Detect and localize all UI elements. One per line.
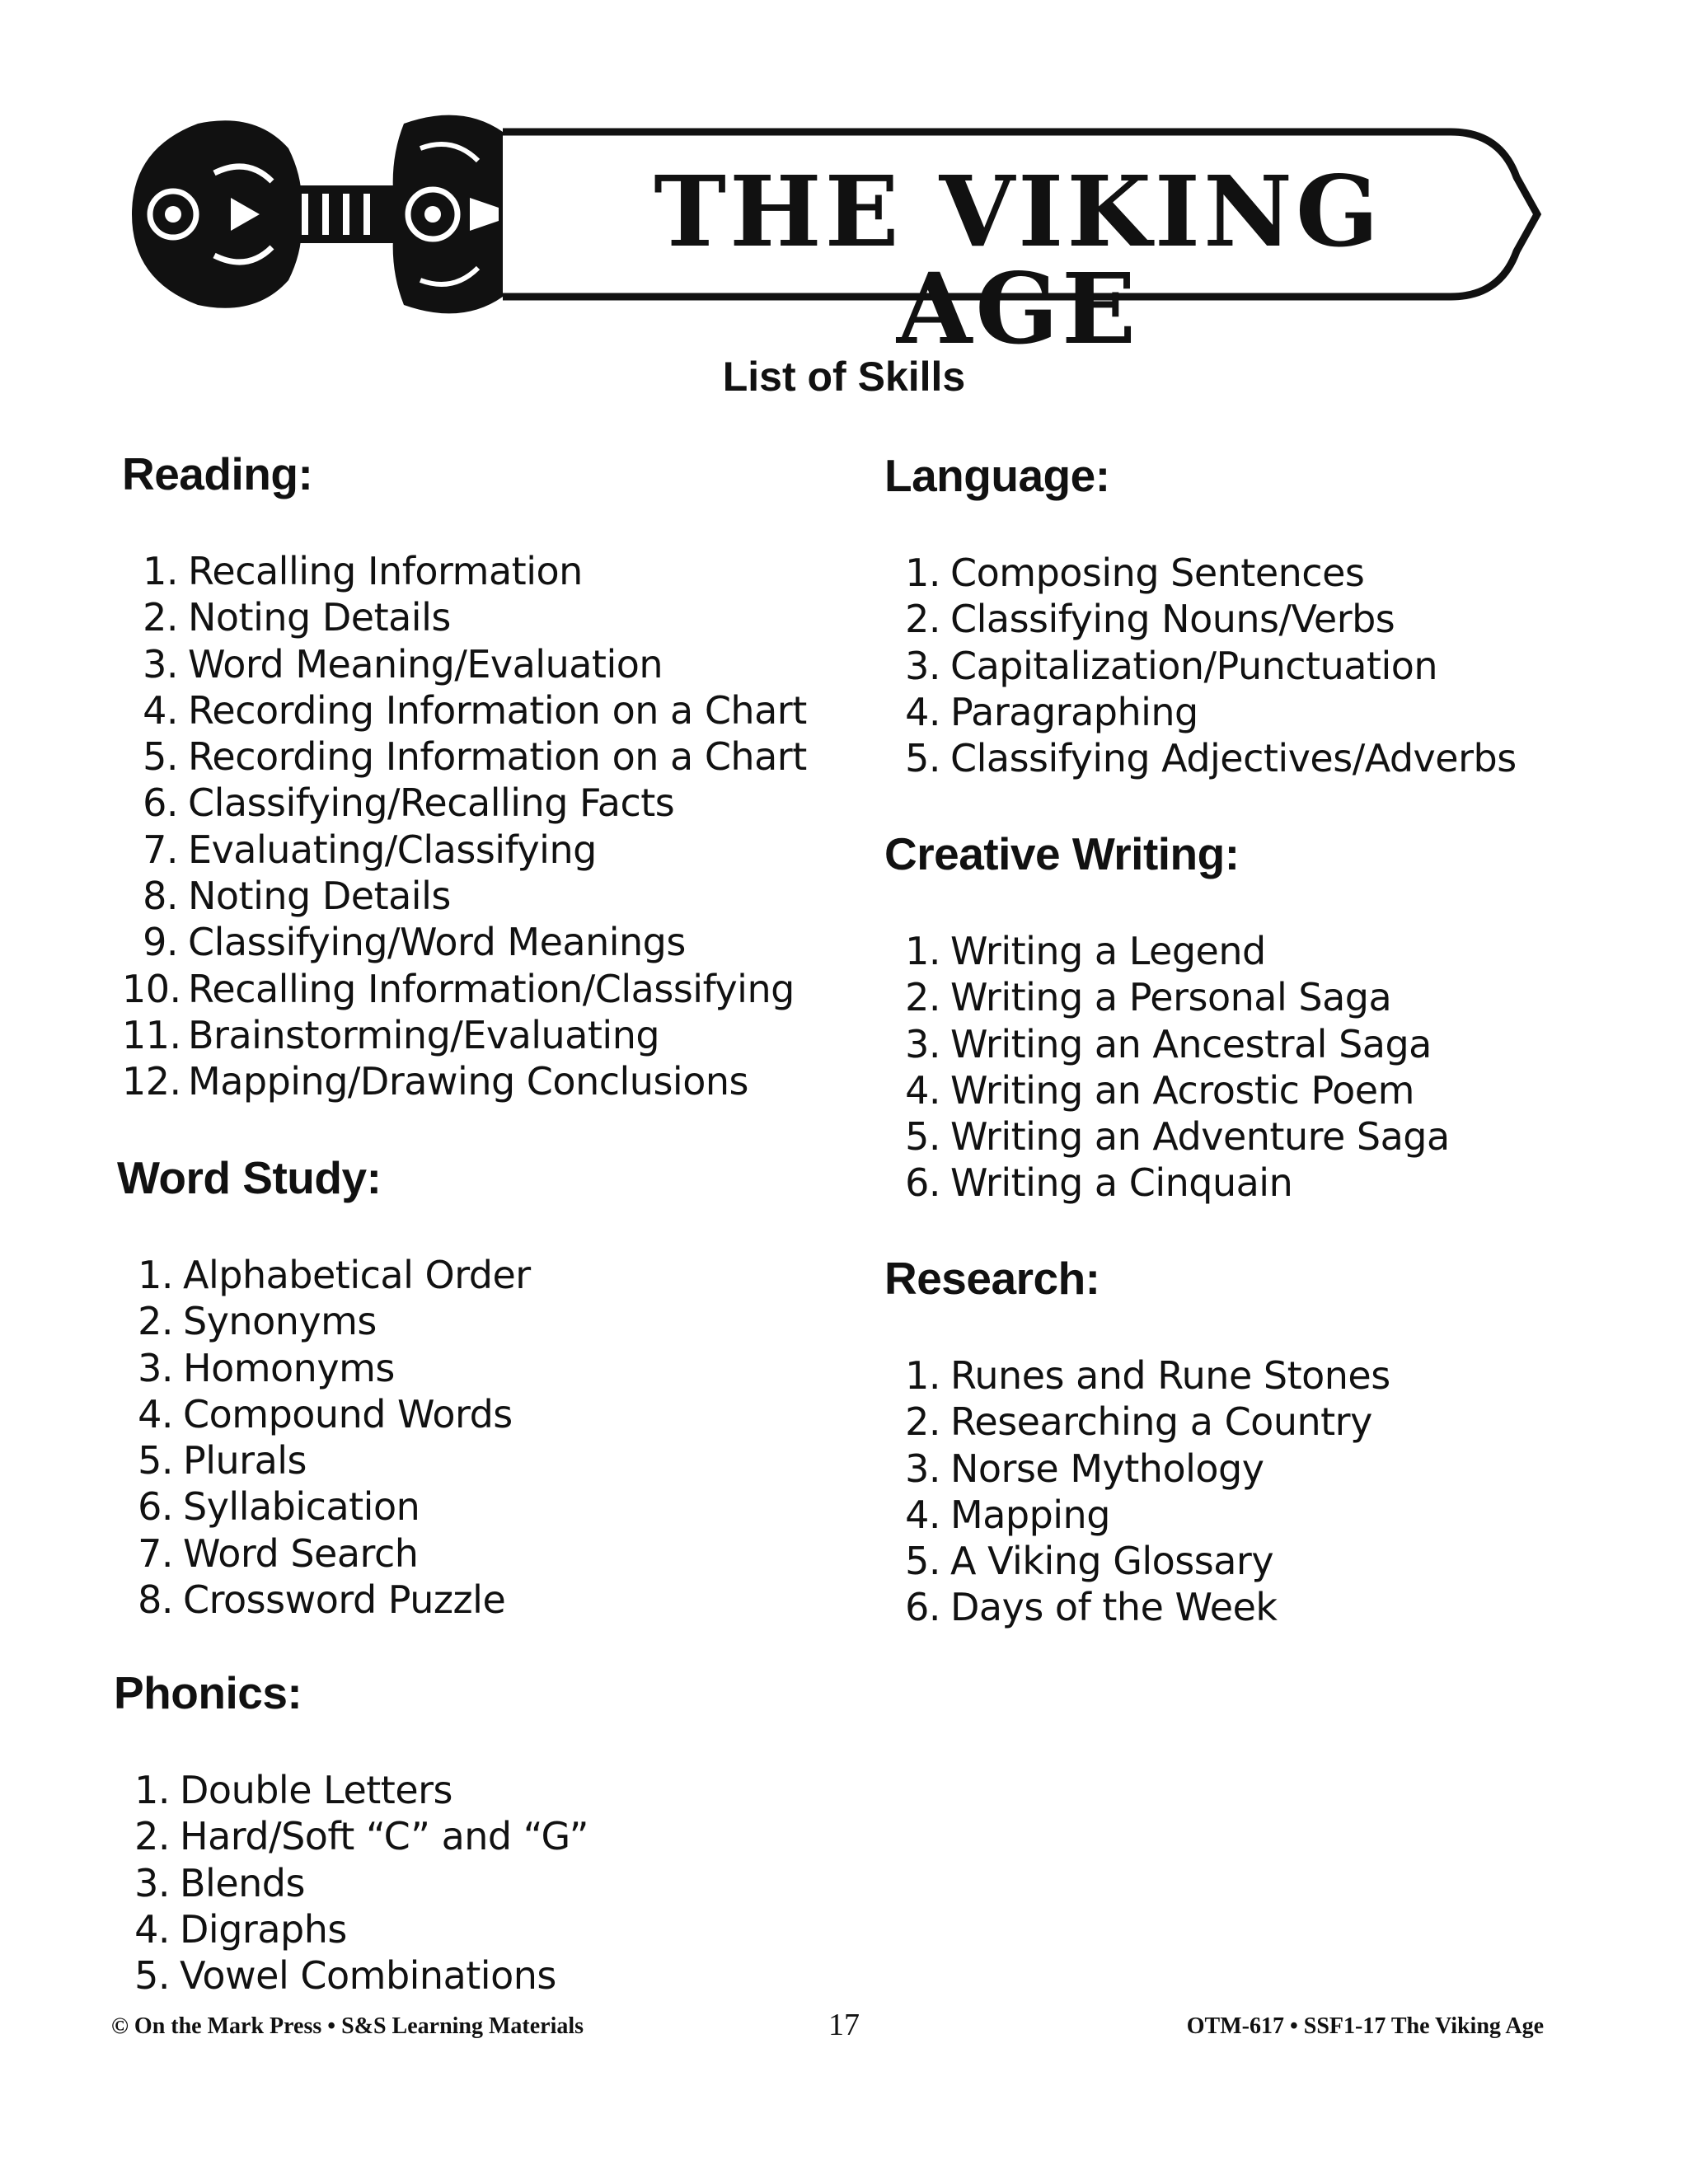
list-item-label: Mapping/Drawing Conclusions <box>188 1059 748 1104</box>
list-item-label: Recording Information on a Chart <box>188 734 807 780</box>
list-item-number: 4. <box>134 1906 170 1952</box>
list-item-label: Compound Words <box>183 1391 513 1436</box>
list-item <box>122 687 807 733</box>
list-item-number: 1. <box>143 549 178 593</box>
list-item-number: 7. <box>138 1530 173 1576</box>
list-item <box>884 550 1517 596</box>
list-item-number: 5. <box>143 734 178 780</box>
list-item-number: 4. <box>143 687 178 733</box>
list-item-label: Mapping <box>950 1492 1110 1537</box>
list-item-number: 3. <box>905 643 940 688</box>
list-item-number: 11. <box>122 1012 181 1057</box>
list-item-label: Classifying Adjectives/Adverbs <box>950 736 1517 781</box>
section-language <box>884 450 1517 781</box>
list-item-number: 1. <box>905 929 940 973</box>
list-item-number: 8. <box>143 874 178 919</box>
page-title: List of Skills <box>722 354 966 400</box>
section-heading: Language: <box>884 450 1110 501</box>
list-item-number: 4. <box>138 1391 173 1436</box>
sword-banner <box>115 99 1558 366</box>
list-item-label: Writing an Adventure Saga <box>950 1114 1450 1160</box>
list-item-label: Double Letters <box>180 1768 452 1812</box>
list-item-label: Homonyms <box>183 1345 395 1390</box>
section-word-study <box>117 1152 531 1623</box>
list-item-label: Recording Information on a Chart <box>188 687 807 733</box>
list-item-number: 10. <box>122 966 181 1011</box>
list-item-label: Alphabetical Order <box>183 1253 531 1297</box>
list-item-number: 3. <box>905 1021 940 1066</box>
list-item <box>114 1906 588 1952</box>
list-item-label: Days of the Week <box>950 1585 1278 1630</box>
skill-list <box>884 550 1517 781</box>
list-item-label: Capitalization/Punctuation <box>950 643 1438 688</box>
list-item-number: 6. <box>138 1484 173 1530</box>
skill-list <box>117 1252 531 1623</box>
list-item <box>114 1952 588 1999</box>
list-item <box>122 966 807 1012</box>
list-item-number: 1. <box>905 551 940 595</box>
list-item-number: 6. <box>905 1585 940 1630</box>
list-item <box>122 641 807 687</box>
list-item-number: 1. <box>905 1353 940 1398</box>
list-item-label: Synonyms <box>183 1299 377 1344</box>
list-item-number: 2. <box>905 1399 940 1445</box>
list-item-label: Classifying/Word Meanings <box>188 920 686 965</box>
list-item <box>884 596 1517 642</box>
list-item-number: 2. <box>143 595 178 640</box>
list-item-number: 2. <box>905 597 940 642</box>
list-item-number: 3. <box>143 641 178 687</box>
list-item <box>117 1530 531 1577</box>
list-item-number: 1. <box>134 1768 170 1812</box>
list-item-label: Writing a Legend <box>950 929 1266 973</box>
list-item-number: 1. <box>138 1253 173 1297</box>
list-item <box>884 1160 1450 1206</box>
list-item-label: Crossword Puzzle <box>183 1577 506 1623</box>
list-item <box>884 1538 1390 1584</box>
list-item-label: Noting Details <box>188 874 451 919</box>
footer-copyright: © On the Mark Press • S&S Learning Materials <box>111 2013 584 2039</box>
list-item-number: 3. <box>138 1345 173 1390</box>
list-item-label: Brainstorming/Evaluating <box>188 1012 660 1057</box>
list-item <box>884 1113 1450 1160</box>
section-heading: Research: <box>884 1253 1100 1304</box>
list-item-label: Word Meaning/Evaluation <box>188 641 663 687</box>
list-item-number: 3. <box>134 1860 170 1905</box>
list-item-label: Writing an Acrostic Poem <box>950 1067 1414 1113</box>
skill-list <box>884 1352 1390 1631</box>
list-item <box>122 873 807 919</box>
skill-list <box>884 928 1450 1207</box>
list-item-label: Classifying Nouns/Verbs <box>950 597 1395 642</box>
list-item-number: 5. <box>905 736 940 781</box>
list-item <box>884 974 1450 1020</box>
list-item-number: 7. <box>143 827 178 872</box>
list-item-number: 4. <box>905 689 940 734</box>
list-item-number: 5. <box>905 1114 940 1160</box>
list-item <box>122 548 807 594</box>
list-item-label: Blends <box>180 1860 305 1905</box>
list-item <box>884 1492 1390 1538</box>
list-item-label: Runes and Rune Stones <box>950 1353 1390 1398</box>
list-item <box>122 919 807 965</box>
list-item-number: 5. <box>134 1953 170 1999</box>
list-item-number: 4. <box>905 1067 940 1113</box>
list-item-label: Hard/Soft “C” and “G” <box>180 1814 588 1859</box>
list-item-label: Evaluating/Classifying <box>188 827 597 872</box>
list-item <box>122 1058 807 1104</box>
list-item <box>117 1577 531 1623</box>
page-number: 17 <box>828 2008 860 2042</box>
list-item <box>122 780 807 826</box>
section-creative-writing <box>884 828 1450 1207</box>
list-item <box>884 1352 1390 1399</box>
list-item <box>122 594 807 640</box>
list-item <box>114 1813 588 1859</box>
list-item <box>122 733 807 780</box>
section-heading: Creative Writing: <box>884 828 1240 879</box>
section-reading <box>122 448 807 1105</box>
list-item-number: 5. <box>905 1539 940 1584</box>
list-item-number: 3. <box>905 1446 940 1491</box>
list-item <box>884 1021 1450 1067</box>
list-item <box>117 1345 531 1391</box>
list-item-number: 12. <box>122 1059 181 1104</box>
section-research <box>884 1253 1390 1631</box>
list-item-number: 5. <box>138 1438 173 1483</box>
list-item-label: Plurals <box>183 1438 307 1483</box>
list-item <box>117 1391 531 1437</box>
list-item <box>117 1252 531 1298</box>
section-heading: Phonics: <box>114 1667 302 1718</box>
list-item-label: Writing a Personal Saga <box>950 975 1392 1020</box>
section-heading: Word Study: <box>117 1152 382 1203</box>
list-item <box>884 689 1517 735</box>
list-item <box>122 827 807 873</box>
list-item <box>117 1437 531 1483</box>
list-item-label: Norse Mythology <box>950 1446 1264 1491</box>
list-item-label: Syllabication <box>183 1484 420 1530</box>
skill-list <box>114 1767 588 1999</box>
list-item <box>122 1012 807 1058</box>
list-item-number: 8. <box>138 1577 173 1623</box>
list-item-number: 6. <box>905 1160 940 1206</box>
list-item <box>114 1767 588 1813</box>
list-item <box>117 1298 531 1344</box>
skill-list <box>122 548 807 1105</box>
list-item <box>884 1399 1390 1445</box>
list-item-number: 2. <box>134 1814 170 1859</box>
list-item-label: Writing a Cinquain <box>950 1160 1293 1206</box>
list-item-number: 2. <box>138 1299 173 1344</box>
list-item <box>114 1860 588 1906</box>
list-item-label: Vowel Combinations <box>180 1953 556 1999</box>
list-item-label: Writing an Ancestral Saga <box>950 1021 1432 1066</box>
list-item-label: Recalling Information/Classifying <box>188 966 795 1011</box>
section-phonics <box>114 1667 588 1999</box>
list-item-label: A Viking Glossary <box>950 1539 1274 1584</box>
list-item-label: Recalling Information <box>188 549 583 593</box>
footer-product-code: OTM-617 • SSF1-17 The Viking Age <box>1186 2013 1544 2039</box>
list-item <box>884 1584 1390 1630</box>
list-item <box>884 928 1450 974</box>
list-item-label: Noting Details <box>188 595 451 640</box>
list-item <box>117 1483 531 1530</box>
list-item <box>884 643 1517 689</box>
list-item <box>884 735 1517 781</box>
list-item-number: 4. <box>905 1492 940 1537</box>
list-item-label: Paragraphing <box>950 689 1198 734</box>
list-item <box>884 1067 1450 1113</box>
list-item-label: Digraphs <box>180 1906 347 1952</box>
list-item-number: 2. <box>905 975 940 1020</box>
section-heading: Reading: <box>122 448 313 499</box>
list-item <box>884 1446 1390 1492</box>
list-item-label: Word Search <box>183 1530 419 1576</box>
list-item-label: Researching a Country <box>950 1399 1372 1445</box>
list-item-label: Composing Sentences <box>950 551 1365 595</box>
list-item-number: 9. <box>143 920 178 965</box>
page-banner-title: THE VIKING AGE <box>654 154 1382 366</box>
list-item-label: Classifying/Recalling Facts <box>188 780 675 826</box>
list-item-number: 6. <box>143 780 178 826</box>
